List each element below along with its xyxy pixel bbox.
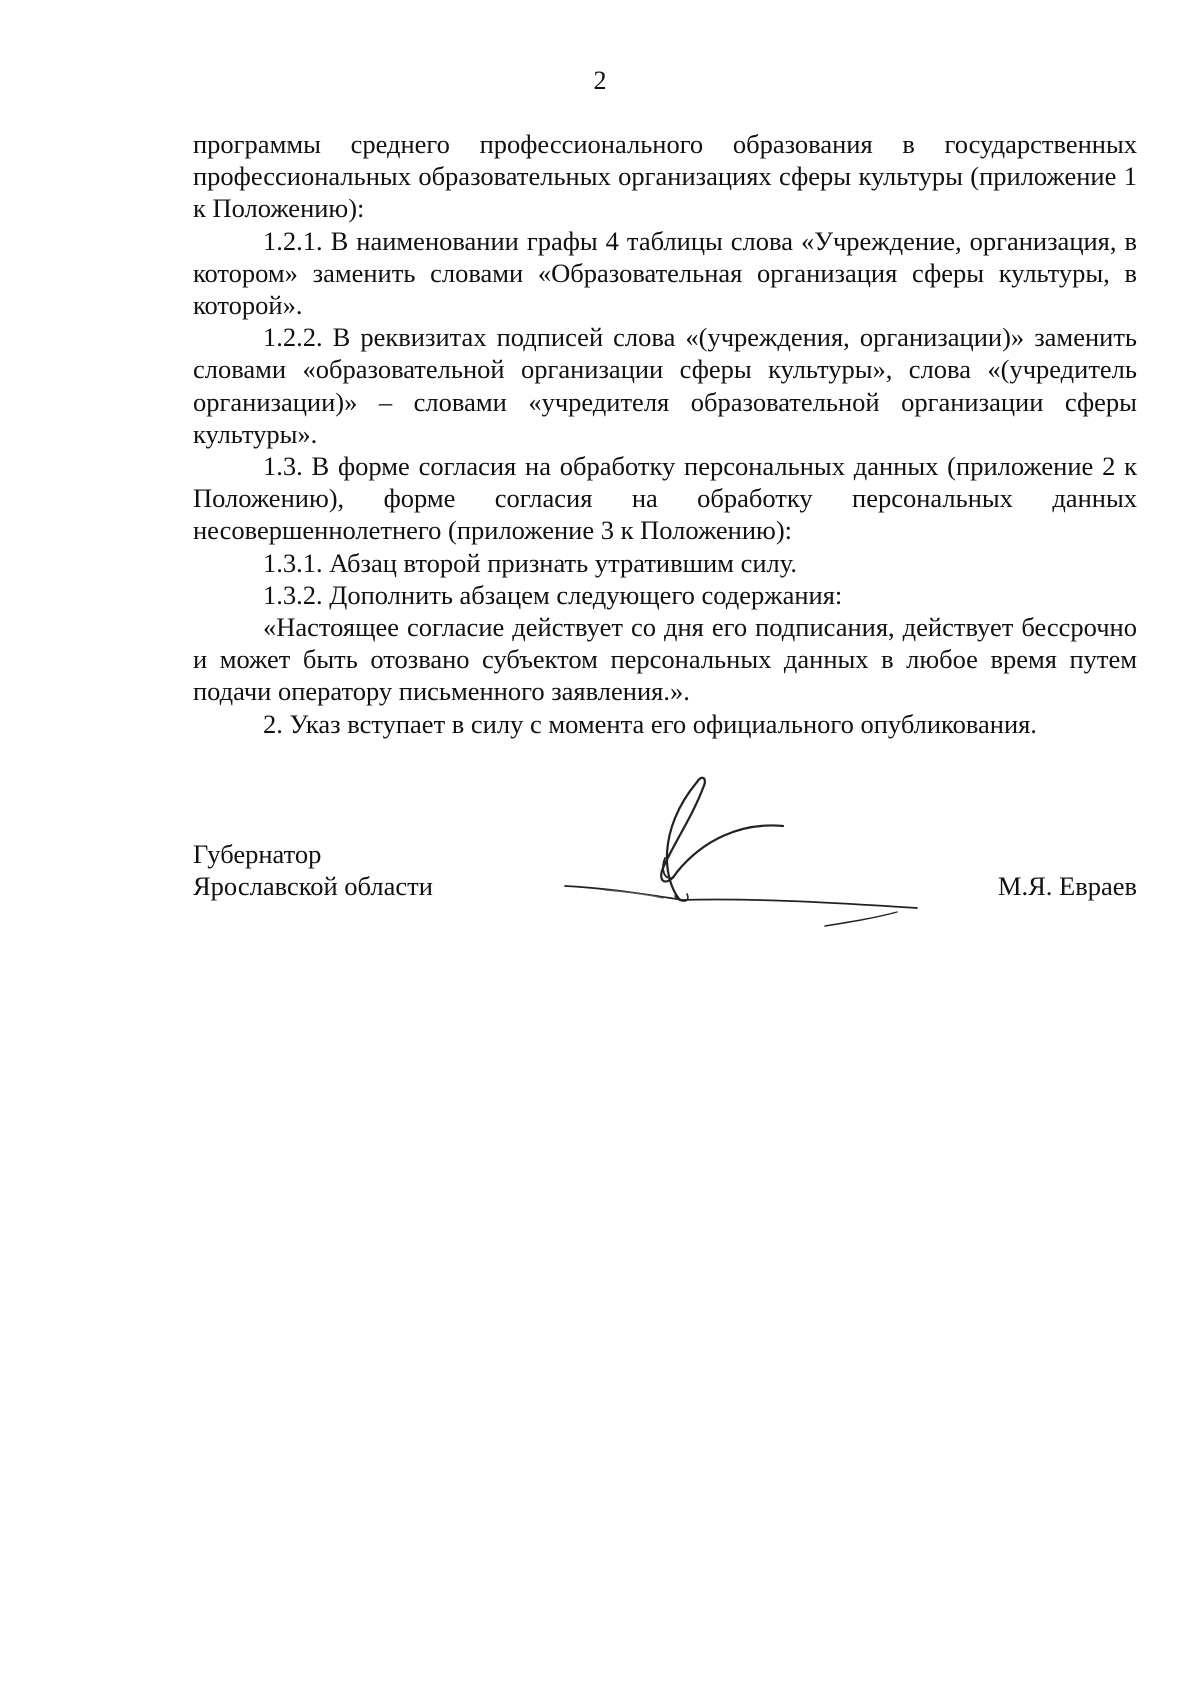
page-number: 2 (593, 66, 607, 95)
signatory-position-line1: Губернатор (193, 839, 322, 869)
handwritten-signature (545, 770, 925, 950)
paragraph-quote: «Настоящее согласие действует со дня его подписания, действует бессрочно и может быть отозвано субъектом персональных данных в любое время путем подачи оператору письменного заявления.». (193, 612, 1137, 707)
signatory-name: М.Я. Евраев (997, 871, 1137, 901)
paragraph-1-2-2: 1.2.2. В реквизитах подписей слова «(учреждения, организации)» заменить словами «образовательной организации сферы культуры», слова «(учредитель организации)» – словами «учредителя образовательной организации сферы культуры». (193, 322, 1137, 449)
paragraph-continuation: программы среднего профессионального образования в государственных профессиональных образовательных организациях сферы культуры (приложение 1 к Положению): (193, 129, 1137, 224)
signatory-position (193, 838, 433, 902)
signatory-position-line2: Ярославской области (193, 871, 433, 901)
document-body (193, 128, 1137, 740)
paragraph-2: 2. Указ вступает в силу с момента его официального опубликования. (263, 708, 1037, 739)
paragraph-1-3-1: 1.3.1. Абзац второй признать утратившим силу. (263, 547, 797, 578)
paragraph-1-3-2: 1.3.2. Дополнить абзацем следующего содержания: (263, 579, 843, 610)
paragraph-1-3: 1.3. В форме согласия на обработку персональных данных (приложение 2 к Положению), форме согласия на обработку персональных данных несовершеннолетнего (приложение 3 к Положению): (193, 451, 1137, 546)
paragraph-1-2-1: 1.2.1. В наименовании графы 4 таблицы слова «Учреждение, организация, в котором» заменить словами «Образовательная организация сферы культуры, в которой». (193, 225, 1137, 321)
